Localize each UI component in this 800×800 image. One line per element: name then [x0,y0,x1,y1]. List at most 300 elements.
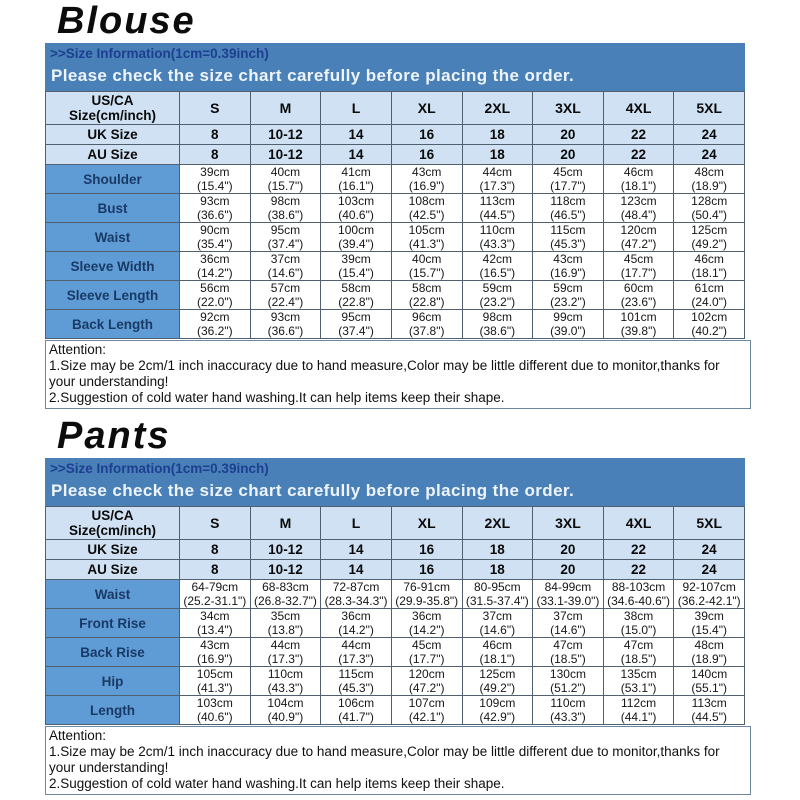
measurement-value-cell [391,667,462,696]
cm-value: 36cm [412,609,442,623]
inch-value: (45.3") [338,681,374,695]
inch-value: (55.1") [691,681,727,695]
cm-value: 88-103cm [611,580,666,594]
region-size-cell: 24 [674,145,745,165]
cm-value: 41cm [341,165,371,179]
measurement-value-cell [462,696,533,725]
cm-value: 125cm [479,667,516,681]
measurement-value-cell [603,696,674,725]
inch-value: (29.9-35.8") [395,594,459,608]
size-info-heading: >>Size Information(1cm=0.39inch) [50,461,269,476]
cm-value: 46cm [694,252,724,266]
blouse-attention-box [45,340,751,409]
cm-value: 60cm [623,281,654,295]
measurement-row [46,281,745,310]
inch-value: (17.7") [550,179,586,193]
measurement-value-cell [250,609,321,638]
blouse-size-table [45,91,745,339]
cm-value: 108cm [408,194,445,208]
inch-value: (46.5") [550,208,586,222]
inch-value: (16.5") [479,266,516,280]
corner-header-cell [46,507,180,540]
corner-line1: US/CA [91,508,134,523]
cm-value: 44cm [270,638,301,652]
inch-value: (39.4") [338,237,374,251]
measurement-value-cell [391,223,462,252]
measurement-value-cell [674,252,745,281]
cm-value: 58cm [341,281,371,295]
measurement-value-cell [391,580,462,609]
cm-value: 47cm [553,638,583,652]
inch-value: (14.2") [338,623,374,637]
cm-value: 46cm [482,638,512,652]
inch-value: (50.4") [691,208,727,222]
measurement-value-cell [250,580,321,609]
measurement-value-cell [321,194,392,223]
measurement-row [46,223,745,252]
measurement-label-cell: Waist [46,580,180,609]
region-size-cell: 20 [533,540,604,560]
cm-value: 76-91cm [403,580,451,594]
inch-value: (16.9") [197,652,233,666]
inch-value: (42.1") [408,710,445,724]
region-size-cell: 20 [533,145,604,165]
inch-value: (43.3") [550,710,586,724]
region-size-cell: 22 [603,125,674,145]
measurement-value-cell [321,223,392,252]
cm-value: 102cm [691,310,728,324]
measurement-value-cell [462,223,533,252]
inch-value: (23.2") [550,295,586,309]
region-size-cell: 22 [603,540,674,560]
cm-value: 113cm [479,194,515,208]
measurement-value-cell [180,194,251,223]
inch-value: (40.6") [197,710,233,724]
measurement-label-cell: Shoulder [46,165,180,194]
region-size-cell: 18 [462,560,533,580]
measurement-value-cell [391,638,462,667]
region-size-cell: 24 [674,560,745,580]
region-size-row [46,560,745,580]
cm-value: 47cm [623,638,654,652]
cm-value: 101cm [620,310,657,324]
size-header-cell: 5XL [674,507,745,540]
measurement-value-cell [533,281,604,310]
measurement-value-cell [321,609,392,638]
cm-value: 37cm [482,609,512,623]
inch-value: (36.6") [267,324,304,338]
measurement-value-cell [603,223,674,252]
measurement-value-cell [321,696,392,725]
measurement-value-cell [391,609,462,638]
region-size-cell: 14 [321,145,392,165]
inch-value: (41.3") [197,681,233,695]
cm-value: 118cm [550,194,586,208]
size-header-cell: XL [391,92,462,125]
cm-value: 39cm [694,609,724,623]
cm-value: 105cm [196,667,233,681]
measurement-value-cell [674,609,745,638]
cm-value: 140cm [691,667,728,681]
measurement-value-cell [250,194,321,223]
size-header-cell: S [180,507,251,540]
corner-line2: Size(cm/inch) [68,108,157,123]
size-info-heading: >>Size Information(1cm=0.39inch) [50,46,269,61]
attention-line: 2.Suggestion of cold water hand washing.It can help items keep their shape. [49,776,505,791]
cm-value: 105cm [408,223,445,237]
region-size-cell: 10-12 [250,125,321,145]
inch-value: (26.8-32.7") [253,594,317,608]
measurement-value-cell [674,638,745,667]
inch-value: (39.8") [620,324,657,338]
measurement-value-cell [674,223,745,252]
attention-line: Attention: [49,728,107,743]
cm-value: 128cm [691,194,728,208]
inch-value: (43.3") [479,237,516,251]
measurement-value-cell [180,223,251,252]
cm-value: 107cm [408,696,445,710]
measurement-value-cell [321,252,392,281]
inch-value: (34.6-40.6") [607,594,671,608]
inch-value: (17.3") [338,652,374,666]
size-header-cell: 2XL [462,92,533,125]
measurement-value-cell [250,667,321,696]
cm-value: 72-87cm [332,580,380,594]
measurement-value-cell [533,696,604,725]
size-header-cell: 3XL [533,507,604,540]
measurement-row [46,580,745,609]
measurement-value-cell [533,223,604,252]
inch-value: (43.3") [267,681,304,695]
cm-value: 103cm [196,696,233,710]
cm-value: 38cm [623,609,654,623]
cm-value: 120cm [620,223,657,237]
measurement-value-cell [533,580,604,609]
inch-value: (33.1-39.0") [536,594,600,608]
inch-value: (15.7") [267,179,304,193]
measurement-value-cell [462,638,533,667]
inch-value: (36.2-42.1") [677,594,741,608]
inch-value: (45.3") [550,237,586,251]
measurement-value-cell [674,194,745,223]
cm-value: 115cm [550,223,586,237]
cm-value: 44cm [482,165,512,179]
inch-value: (23.2") [479,295,516,309]
inch-value: (49.2") [691,237,727,251]
cm-value: 40cm [412,252,442,266]
cm-value: 45cm [412,638,442,652]
measurement-value-cell [603,580,674,609]
inch-value: (42.5") [408,208,445,222]
region-size-cell: 8 [180,560,251,580]
inch-value: (16.9") [408,179,445,193]
check-order-notice: Please check the size chart carefully before placing the order. [51,66,575,85]
cm-value: 43cm [412,165,442,179]
inch-value: (41.3") [408,237,445,251]
measurement-row [46,252,745,281]
cm-value: 120cm [408,667,445,681]
inch-value: (18.9") [691,652,727,666]
inch-value: (49.2") [479,681,516,695]
blouse-header-band [45,43,745,91]
cm-value: 99cm [553,310,583,324]
measurement-value-cell [250,252,321,281]
inch-value: (13.8") [267,623,304,637]
cm-value: 58cm [412,281,442,295]
corner-header-cell [46,92,180,125]
cm-value: 48cm [694,165,724,179]
region-label-cell: AU Size [46,145,180,165]
measurement-value-cell [391,194,462,223]
inch-value: (38.6") [267,208,304,222]
size-header-row [46,92,745,125]
inch-value: (17.3") [479,179,516,193]
inch-value: (22.0") [197,295,233,309]
measurement-value-cell [533,667,604,696]
inch-value: (36.6") [197,208,233,222]
region-size-cell: 22 [603,560,674,580]
cm-value: 110cm [550,696,586,710]
cm-value: 98cm [482,310,512,324]
cm-value: 40cm [270,165,301,179]
cm-value: 125cm [691,223,728,237]
cm-value: 110cm [267,667,303,681]
measurement-value-cell [462,667,533,696]
measurement-label-cell: Waist [46,223,180,252]
cm-value: 35cm [270,609,301,623]
cm-value: 68-83cm [262,580,309,594]
measurement-row [46,696,745,725]
measurement-value-cell [180,609,251,638]
inch-value: (47.2") [408,681,445,695]
measurement-value-cell [603,667,674,696]
cm-value: 56cm [200,281,230,295]
measurement-value-cell [674,580,745,609]
cm-value: 42cm [482,252,512,266]
measurement-value-cell [533,638,604,667]
measurement-value-cell [674,281,745,310]
measurement-label-cell: Length [46,696,180,725]
region-size-cell: 16 [391,145,462,165]
corner-line1: US/CA [91,93,134,108]
inch-value: (18.5") [550,652,586,666]
measurement-value-cell [462,580,533,609]
cm-value: 84-99cm [544,580,592,594]
cm-value: 123cm [620,194,657,208]
inch-value: (51.2") [550,681,586,695]
size-header-cell: M [250,92,321,125]
cm-value: 92cm [200,310,230,324]
cm-value: 92-107cm [682,580,736,594]
size-header-cell: 2XL [462,507,533,540]
cm-value: 115cm [338,667,374,681]
measurement-value-cell [250,696,321,725]
measurement-row [46,194,745,223]
size-header-cell: XL [391,507,462,540]
cm-value: 48cm [694,638,724,652]
region-label-cell: AU Size [46,560,180,580]
inch-value: (22.8") [408,295,445,309]
cm-value: 93cm [200,194,230,208]
measurement-value-cell [603,194,674,223]
measurement-value-cell [180,252,251,281]
measurement-value-cell [250,638,321,667]
measurement-value-cell [180,638,251,667]
measurement-value-cell [533,252,604,281]
measurement-value-cell [603,310,674,339]
inch-value: (53.1") [620,681,657,695]
inch-value: (14.6") [479,623,516,637]
cm-value: 110cm [479,223,515,237]
region-size-cell: 18 [462,145,533,165]
cm-value: 112cm [620,696,657,710]
size-header-cell: 4XL [603,507,674,540]
size-header-cell: S [180,92,251,125]
pants-title: Pants [57,415,171,457]
inch-value: (16.9") [550,266,586,280]
inch-value: (18.9") [691,179,727,193]
cm-value: 96cm [412,310,442,324]
inch-value: (15.4") [691,623,727,637]
region-size-cell: 14 [321,560,392,580]
inch-value: (31.5-37.4") [465,594,529,608]
cm-value: 43cm [553,252,583,266]
measurement-value-cell [180,310,251,339]
measurement-value-cell [250,223,321,252]
pants-section [45,416,745,795]
region-label-cell: UK Size [46,540,180,560]
blouse-section [45,1,745,409]
inch-value: (44.5") [479,208,516,222]
size-header-cell: 4XL [603,92,674,125]
inch-value: (18.1") [691,266,727,280]
cm-value: 45cm [623,252,654,266]
size-header-row [46,507,745,540]
cm-value: 36cm [341,609,371,623]
region-size-cell: 14 [321,540,392,560]
inch-value: (22.8") [338,295,374,309]
measurement-value-cell [462,281,533,310]
measurement-value-cell [674,310,745,339]
cm-value: 39cm [341,252,371,266]
measurement-value-cell [603,609,674,638]
cm-value: 44cm [341,638,371,652]
inch-value: (16.1") [338,179,374,193]
inch-value: (37.4") [338,324,374,338]
measurement-value-cell [180,580,251,609]
measurement-value-cell [391,252,462,281]
measurement-value-cell [391,165,462,194]
cm-value: 98cm [270,194,301,208]
measurement-label-cell: Bust [46,194,180,223]
measurement-value-cell [180,696,251,725]
region-size-row [46,145,745,165]
pants-header-band [45,458,745,506]
inch-value: (40.2") [691,324,727,338]
cm-value: 57cm [270,281,301,295]
cm-value: 106cm [338,696,375,710]
inch-value: (23.6") [620,295,657,309]
inch-value: (17.7") [408,652,445,666]
inch-value: (22.4") [267,295,304,309]
measurement-value-cell [321,310,392,339]
size-header-cell: L [321,507,392,540]
measurement-value-cell [250,165,321,194]
cm-value: 45cm [553,165,583,179]
inch-value: (28.3-34.3") [324,594,388,608]
cm-value: 34cm [200,609,230,623]
measurement-value-cell [603,252,674,281]
region-size-cell: 10-12 [250,540,321,560]
attention-line: 1.Size may be 2cm/1 inch inaccuracy due to hand measure,Color may be little different due to monitor,thanks for your understanding! [49,358,720,389]
inch-value: (35.4") [197,237,233,251]
cm-value: 59cm [482,281,512,295]
inch-value: (39.0") [550,324,586,338]
cm-value: 90cm [200,223,230,237]
corner-line2: Size(cm/inch) [68,523,157,538]
region-size-cell: 8 [180,125,251,145]
cm-value: 37cm [270,252,301,266]
measurement-value-cell [391,310,462,339]
inch-value: (37.4") [267,237,304,251]
cm-value: 93cm [270,310,301,324]
inch-value: (17.3") [267,652,304,666]
blouse-title: Blouse [57,0,196,42]
measurement-value-cell [321,165,392,194]
cm-value: 37cm [553,609,583,623]
measurement-label-cell: Hip [46,667,180,696]
inch-value: (17.7") [620,266,657,280]
region-size-cell: 24 [674,540,745,560]
measurement-value-cell [462,609,533,638]
check-order-notice: Please check the size chart carefully before placing the order. [51,481,575,500]
measurement-value-cell [533,310,604,339]
region-size-row [46,125,745,145]
measurement-value-cell [603,165,674,194]
cm-value: 43cm [200,638,230,652]
inch-value: (14.6") [267,266,304,280]
measurement-value-cell [462,310,533,339]
cm-value: 109cm [479,696,516,710]
region-size-cell: 18 [462,540,533,560]
measurement-value-cell [462,252,533,281]
measurement-value-cell [321,281,392,310]
inch-value: (15.0") [620,623,657,637]
region-label-cell: UK Size [46,125,180,145]
inch-value: (15.7") [408,266,445,280]
region-size-cell: 18 [462,125,533,145]
measurement-value-cell [180,667,251,696]
region-size-cell: 8 [180,540,251,560]
cm-value: 64-79cm [191,580,239,594]
measurement-value-cell [674,667,745,696]
cm-value: 39cm [200,165,230,179]
inch-value: (15.4") [338,266,374,280]
measurement-value-cell [533,165,604,194]
inch-value: (25.2-31.1") [183,594,247,608]
cm-value: 95cm [341,310,371,324]
measurement-label-cell: Front Rise [46,609,180,638]
inch-value: (40.6") [338,208,374,222]
region-size-cell: 10-12 [250,560,321,580]
size-header-cell: M [250,507,321,540]
cm-value: 113cm [691,696,727,710]
measurement-value-cell [462,194,533,223]
measurement-row [46,310,745,339]
inch-value: (41.7") [338,710,374,724]
inch-value: (44.5") [691,710,727,724]
region-size-cell: 8 [180,145,251,165]
